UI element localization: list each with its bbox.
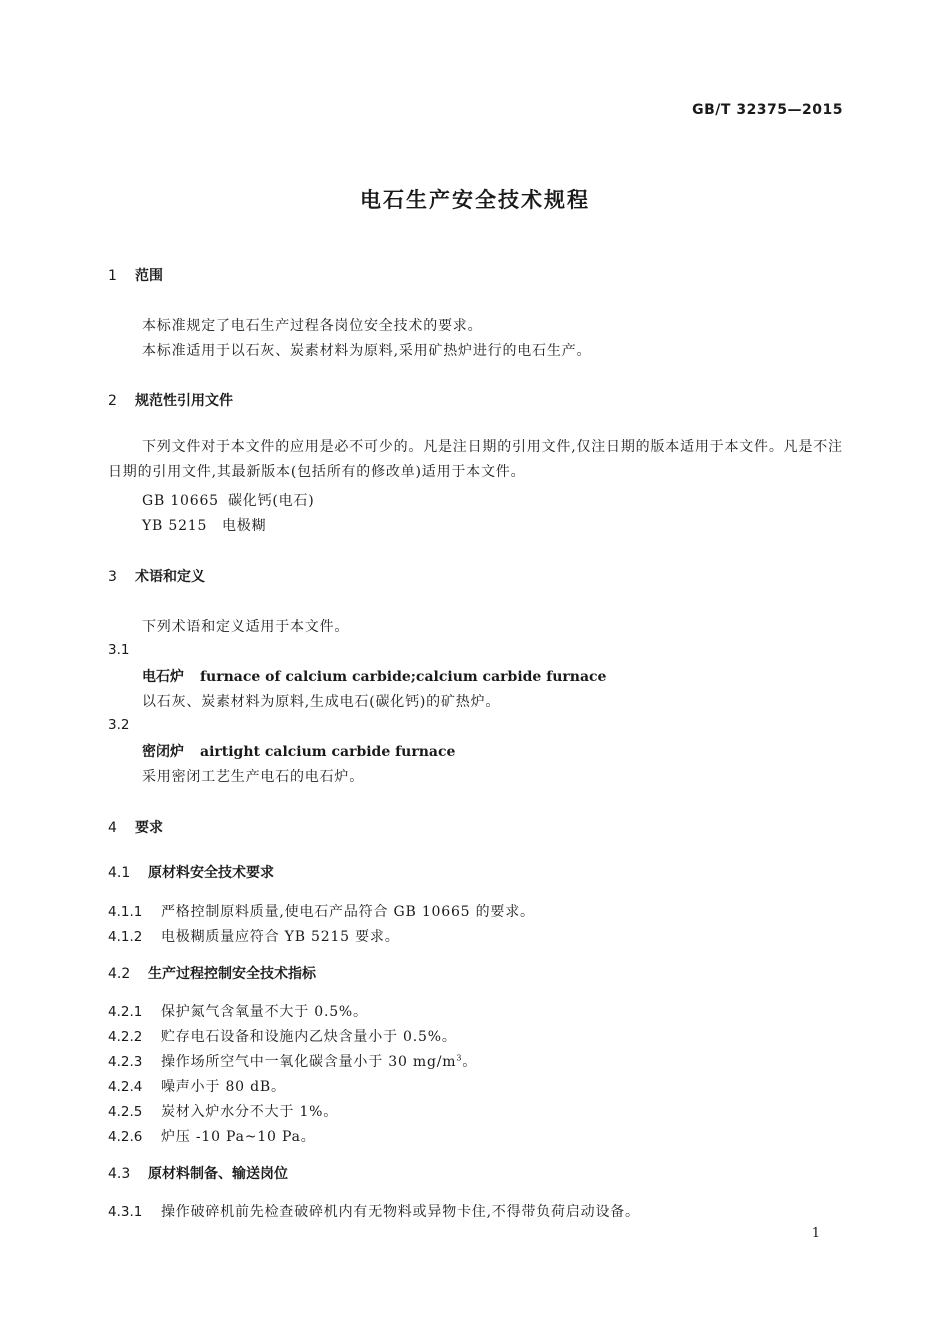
section-number: 4 bbox=[108, 820, 117, 836]
clause-number: 4.2.2 bbox=[108, 1029, 143, 1045]
clause-number: 4.2.4 bbox=[108, 1079, 143, 1095]
subsection-4-1-heading bbox=[108, 862, 274, 882]
section-1-heading bbox=[108, 265, 163, 285]
section-title: 范围 bbox=[135, 268, 163, 284]
section-4-heading bbox=[108, 817, 163, 837]
reference-item bbox=[142, 515, 266, 535]
clause-text-tail: 。 bbox=[462, 1054, 478, 1070]
subsection-title: 原材料安全技术要求 bbox=[148, 865, 274, 881]
clause-item bbox=[108, 1076, 286, 1096]
term-definition: 以石灰、炭素材料为原料,生成电石(碳化钙)的矿热炉。 bbox=[142, 694, 501, 710]
term-entry bbox=[142, 741, 455, 761]
paragraph: 下列术语和定义适用于本文件。 bbox=[142, 619, 350, 635]
clause-text: 电极糊质量应符合 YB 5215 要求。 bbox=[161, 929, 400, 945]
section-title: 术语和定义 bbox=[135, 569, 205, 585]
reference-code: GB 10665 bbox=[142, 493, 219, 509]
subsection-number: 4.1 bbox=[108, 865, 131, 881]
subsection-4-2-heading bbox=[108, 963, 316, 983]
reference-name: 碳化钙(电石) bbox=[228, 493, 315, 509]
clause-text: 严格控制原料质量,使电石产品符合 GB 10665 的要求。 bbox=[161, 904, 535, 920]
term-entry bbox=[142, 666, 606, 686]
term-number: 3.2 bbox=[108, 717, 130, 733]
subsection-number: 4.2 bbox=[108, 966, 131, 982]
clause-item bbox=[108, 1026, 457, 1046]
section-number: 3 bbox=[108, 569, 117, 585]
section-number: 2 bbox=[108, 393, 117, 409]
clause-number: 4.2.3 bbox=[108, 1054, 143, 1070]
superscript: 3 bbox=[456, 1053, 463, 1063]
section-number: 1 bbox=[108, 268, 117, 284]
clause-text: 炭材入炉水分不大于 1%。 bbox=[161, 1104, 339, 1120]
term-chinese: 密闭炉 bbox=[142, 744, 184, 760]
standard-number: GB/T 32375—2015 bbox=[692, 102, 843, 118]
section-title: 要求 bbox=[135, 820, 163, 836]
page-number: 1 bbox=[811, 1226, 820, 1241]
clause-text: 炉压 -10 Pa~10 Pa。 bbox=[161, 1129, 316, 1145]
section-3-heading bbox=[108, 566, 205, 586]
clause-number: 4.2.5 bbox=[108, 1104, 143, 1120]
subsection-title: 原材料制备、输送岗位 bbox=[148, 1166, 288, 1182]
clause-text: 噪声小于 80 dB。 bbox=[161, 1079, 286, 1095]
section-title: 规范性引用文件 bbox=[135, 393, 233, 409]
reference-code: YB 5215 bbox=[142, 518, 208, 534]
term-chinese: 电石炉 bbox=[142, 669, 184, 685]
reference-item bbox=[142, 490, 315, 510]
clause-item bbox=[108, 1201, 640, 1221]
clause-text: 贮存电石设备和设施内乙炔含量小于 0.5%。 bbox=[161, 1029, 457, 1045]
reference-name: 电极糊 bbox=[222, 518, 267, 534]
clause-item bbox=[108, 1101, 338, 1121]
clause-item bbox=[108, 1126, 316, 1146]
paragraph: 下列文件对于本文件的应用是必不可少的。凡是注日期的引用文件,仅注日期的版本适用于本文件。凡是不注日期的引用文件,其最新版本(包括所有的修改单)适用于本文件。 bbox=[108, 439, 843, 480]
term-english: furnace of calcium carbide;calcium carbide furnace bbox=[200, 669, 607, 685]
clause-text: 操作场所空气中一氧化碳含量小于 30 mg/m bbox=[161, 1054, 457, 1070]
clause-item bbox=[108, 926, 400, 946]
term-number: 3.1 bbox=[108, 642, 130, 658]
paragraph: 本标准适用于以石灰、炭素材料为原料,采用矿热炉进行的电石生产。 bbox=[142, 343, 592, 359]
document-title: 电石生产安全技术规程 bbox=[360, 188, 590, 212]
subsection-number: 4.3 bbox=[108, 1166, 131, 1182]
term-english: airtight calcium carbide furnace bbox=[200, 744, 456, 760]
clause-number: 4.2.1 bbox=[108, 1004, 143, 1020]
paragraph: 本标准规定了电石生产过程各岗位安全技术的要求。 bbox=[142, 318, 483, 334]
clause-text: 操作破碎机前先检查破碎机内有无物料或异物卡住,不得带负荷启动设备。 bbox=[161, 1204, 640, 1220]
clause-item bbox=[108, 901, 535, 921]
clause-number: 4.2.6 bbox=[108, 1129, 143, 1145]
clause-text: 保护氮气含氧量不大于 0.5%。 bbox=[161, 1004, 368, 1020]
subsection-4-3-heading bbox=[108, 1163, 288, 1183]
clause-item bbox=[108, 1051, 477, 1071]
clause-number: 4.1.1 bbox=[108, 904, 143, 920]
subsection-title: 生产过程控制安全技术指标 bbox=[148, 966, 316, 982]
clause-item bbox=[108, 1001, 368, 1021]
section-2-heading bbox=[108, 390, 233, 410]
clause-number: 4.1.2 bbox=[108, 929, 143, 945]
clause-number: 4.3.1 bbox=[108, 1204, 143, 1220]
term-definition: 采用密闭工艺生产电石的电石炉。 bbox=[142, 769, 364, 785]
